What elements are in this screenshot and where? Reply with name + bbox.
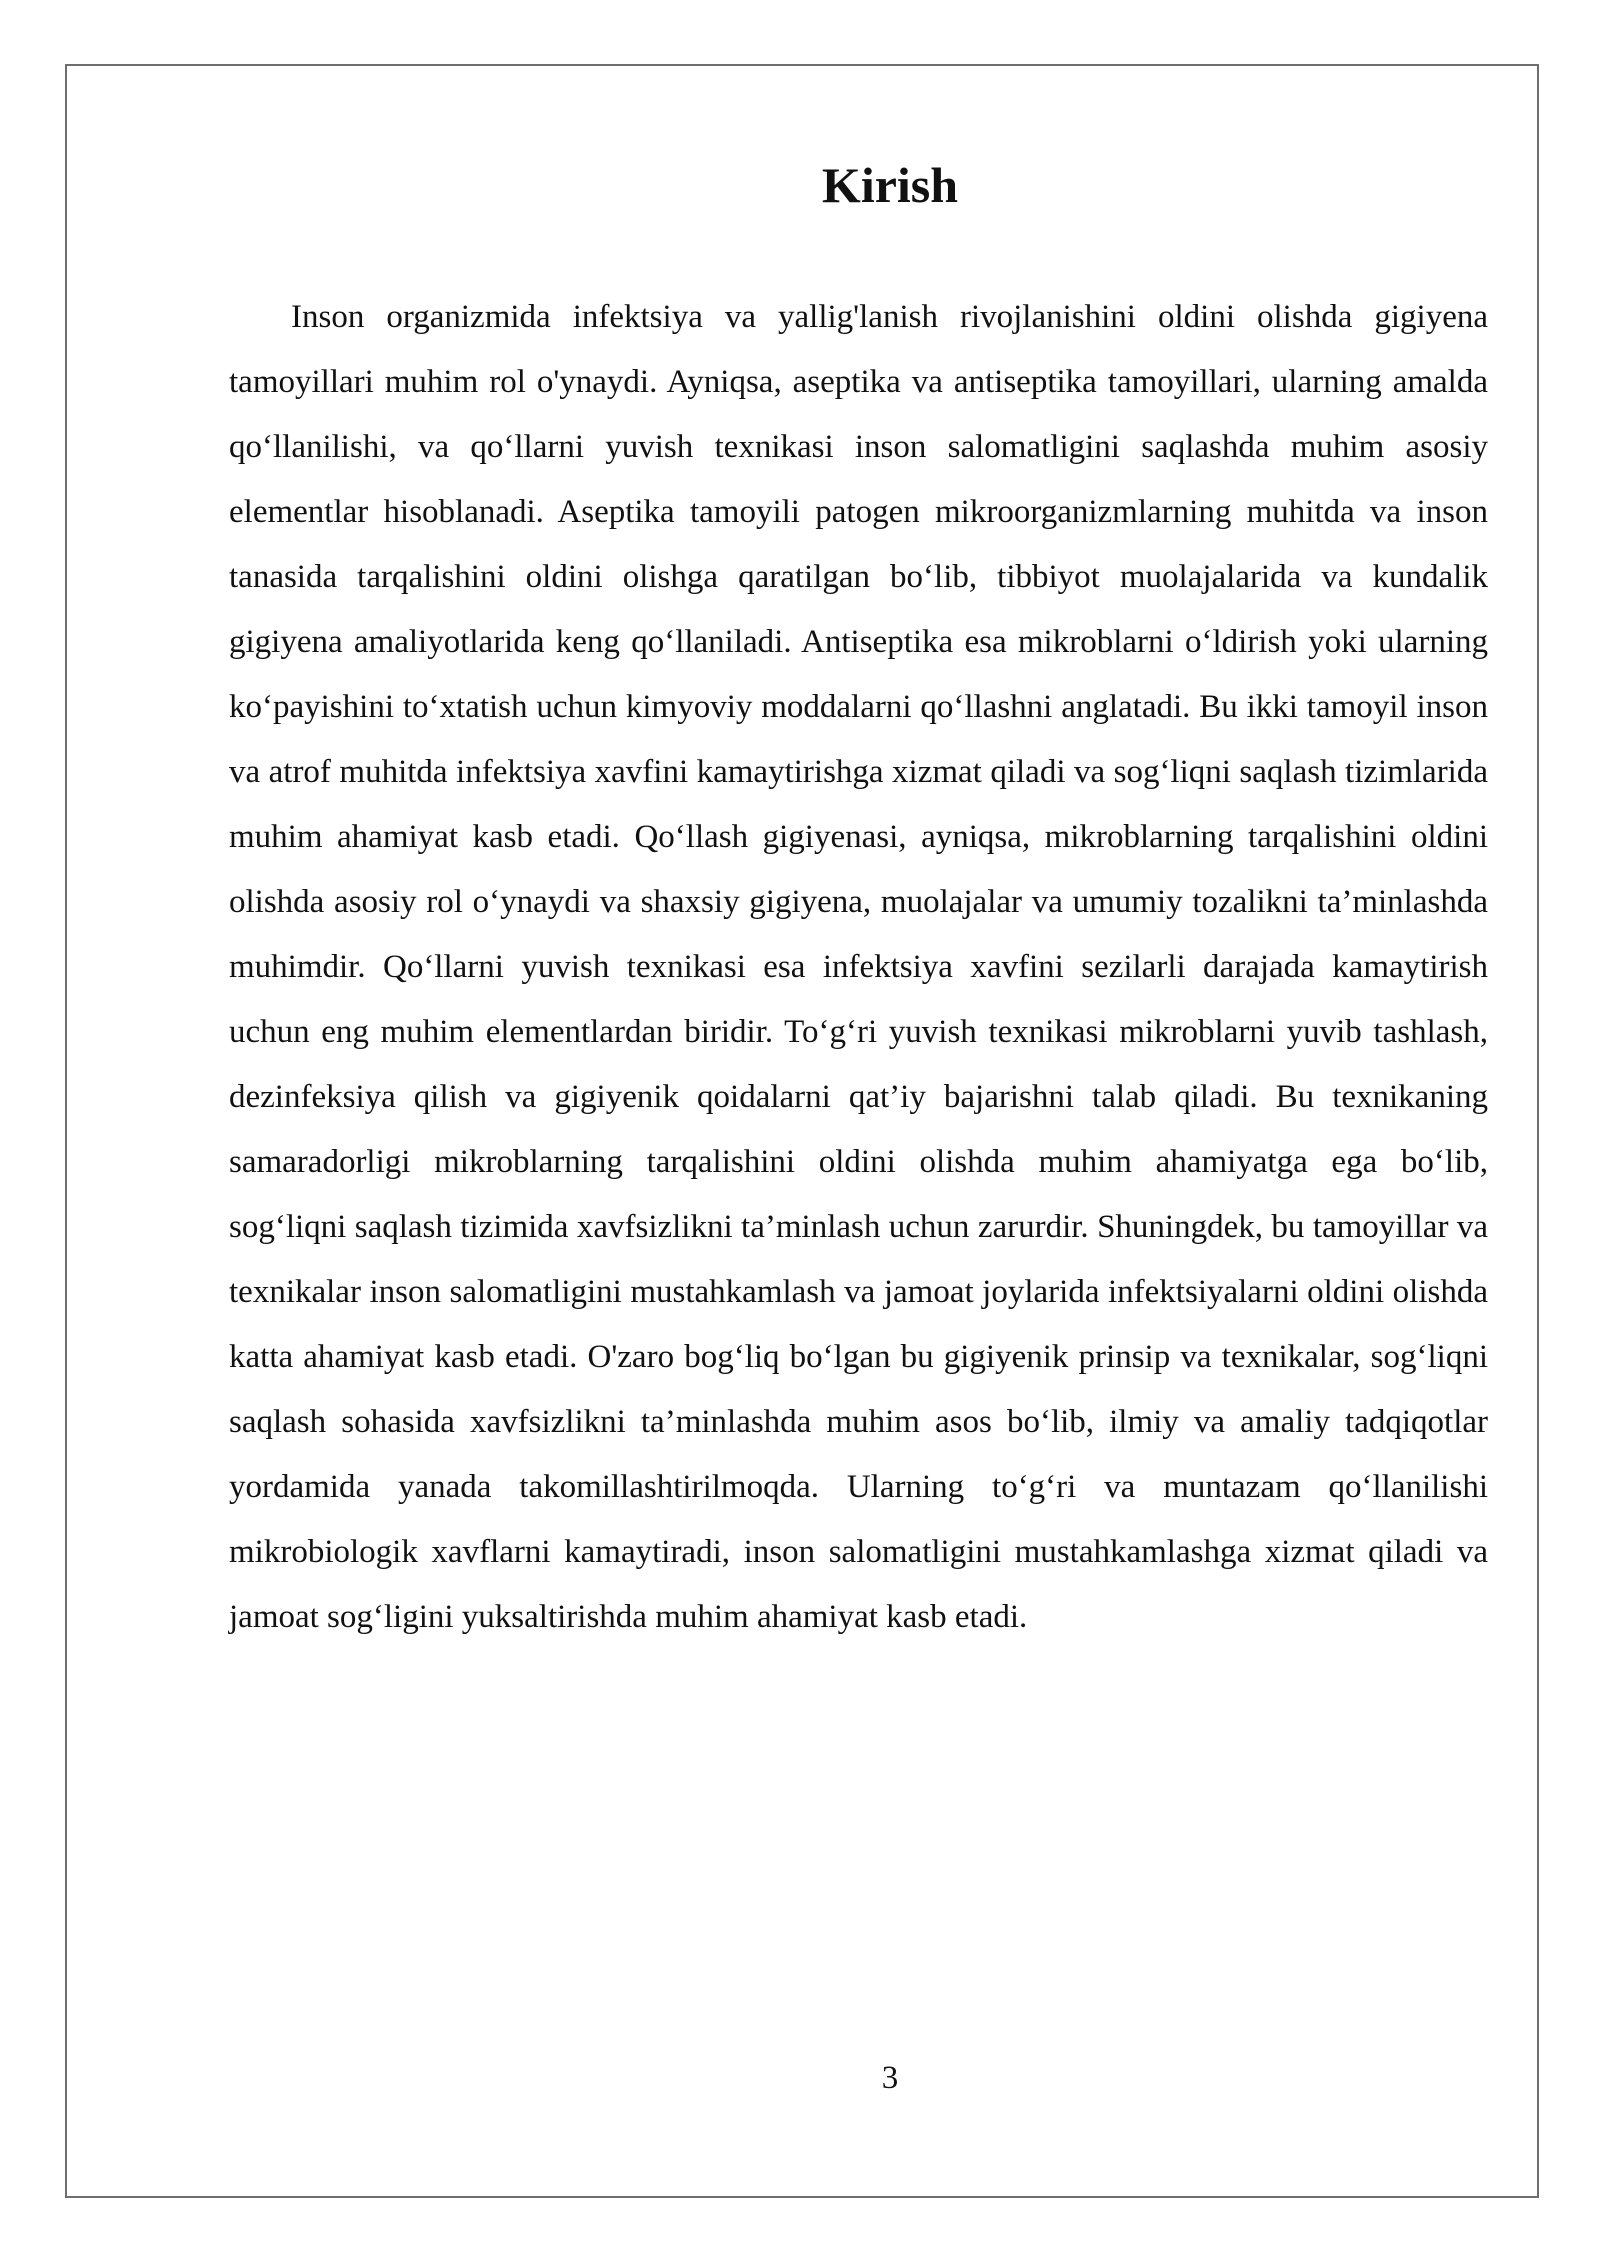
- body-paragraph: Inson organizmida infektsiya va yallig'lanish rivojlanishini oldini olishda gigiyena tamoyillari muhim rol o'ynaydi. Ayniqsa, aseptika va antiseptika tamoyillari, ularning amalda qo‘llanilishi, va qo‘llarni yuvish texnikasi inson salomatligini saqlashda muhim asosiy elementlar hisoblanadi. Aseptika tamoyili patogen mikroorganizmlarning muhitda va inson tanasida tarqalishini oldini olishga qaratilgan bo‘lib, tibbiyot muolajalarida va kundalik gigiyena amaliyotlarida keng qo‘llaniladi. Antiseptika esa mikroblarni o‘ldirish yoki ularning ko‘payishini to‘xtatish uchun kimyoviy moddalarni qo‘llashni anglatadi. Bu ikki tamoyil inson va atrof muhitda infektsiya xavfini kamaytirishga xizmat qiladi va sog‘liqni saqlash tizimlarida muhim ahamiyat kasb etadi. Qo‘llash gigiyenasi, ayniqsa, mikroblarning tarqalishini oldini olishda asosiy rol o‘ynaydi va shaxsiy gigiyena, muolajalar va umumiy tozalikni ta’minlashda muhimdir. Qo‘llarni yuvish texnikasi esa infektsiya xavfini sezilarli darajada kamaytirish uchun eng muhim elementlardan biridir. To‘g‘ri yuvish texnikasi mikroblarni yuvib tashlash, dezinfeksiya qilish va gigiyenik qoidalarni qat’iy bajarishni talab qiladi. Bu texnikaning samaradorligi mikroblarning tarqalishini oldini olishda muhim ahamiyatga ega bo‘lib, sog‘liqni saqlash tizimida xavfsizlikni ta’minlash uchun zarurdir. Shuningdek, bu tamoyillar va texnikalar inson salomatligini mustahkamlash va jamoat joylarida infektsiyalarni oldini olishda katta ahamiyat kasb etadi. O'zaro bog‘liq bo‘lgan bu gigiyenik prinsip va texnikalar, sog‘liqni saqlash sohasida xavfsizlikni ta’minlashda muhim asos bo‘lib, ilmiy va amaliy tadqiqotlar yordamida yanada takomillashtirilmoqda. Ularning to‘g‘ri va muntazam qo‘llanilishi mikrobiologik xavflarni kamaytiradi, inson salomatligini mustahkamlashga xizmat qiladi va jamoat sog‘ligini yuksaltirishda muhim ahamiyat kasb etadi.: [229, 299, 1488, 1635]
- page-number: 3: [881, 2060, 899, 2096]
- page-title: Kirish: [821, 157, 959, 213]
